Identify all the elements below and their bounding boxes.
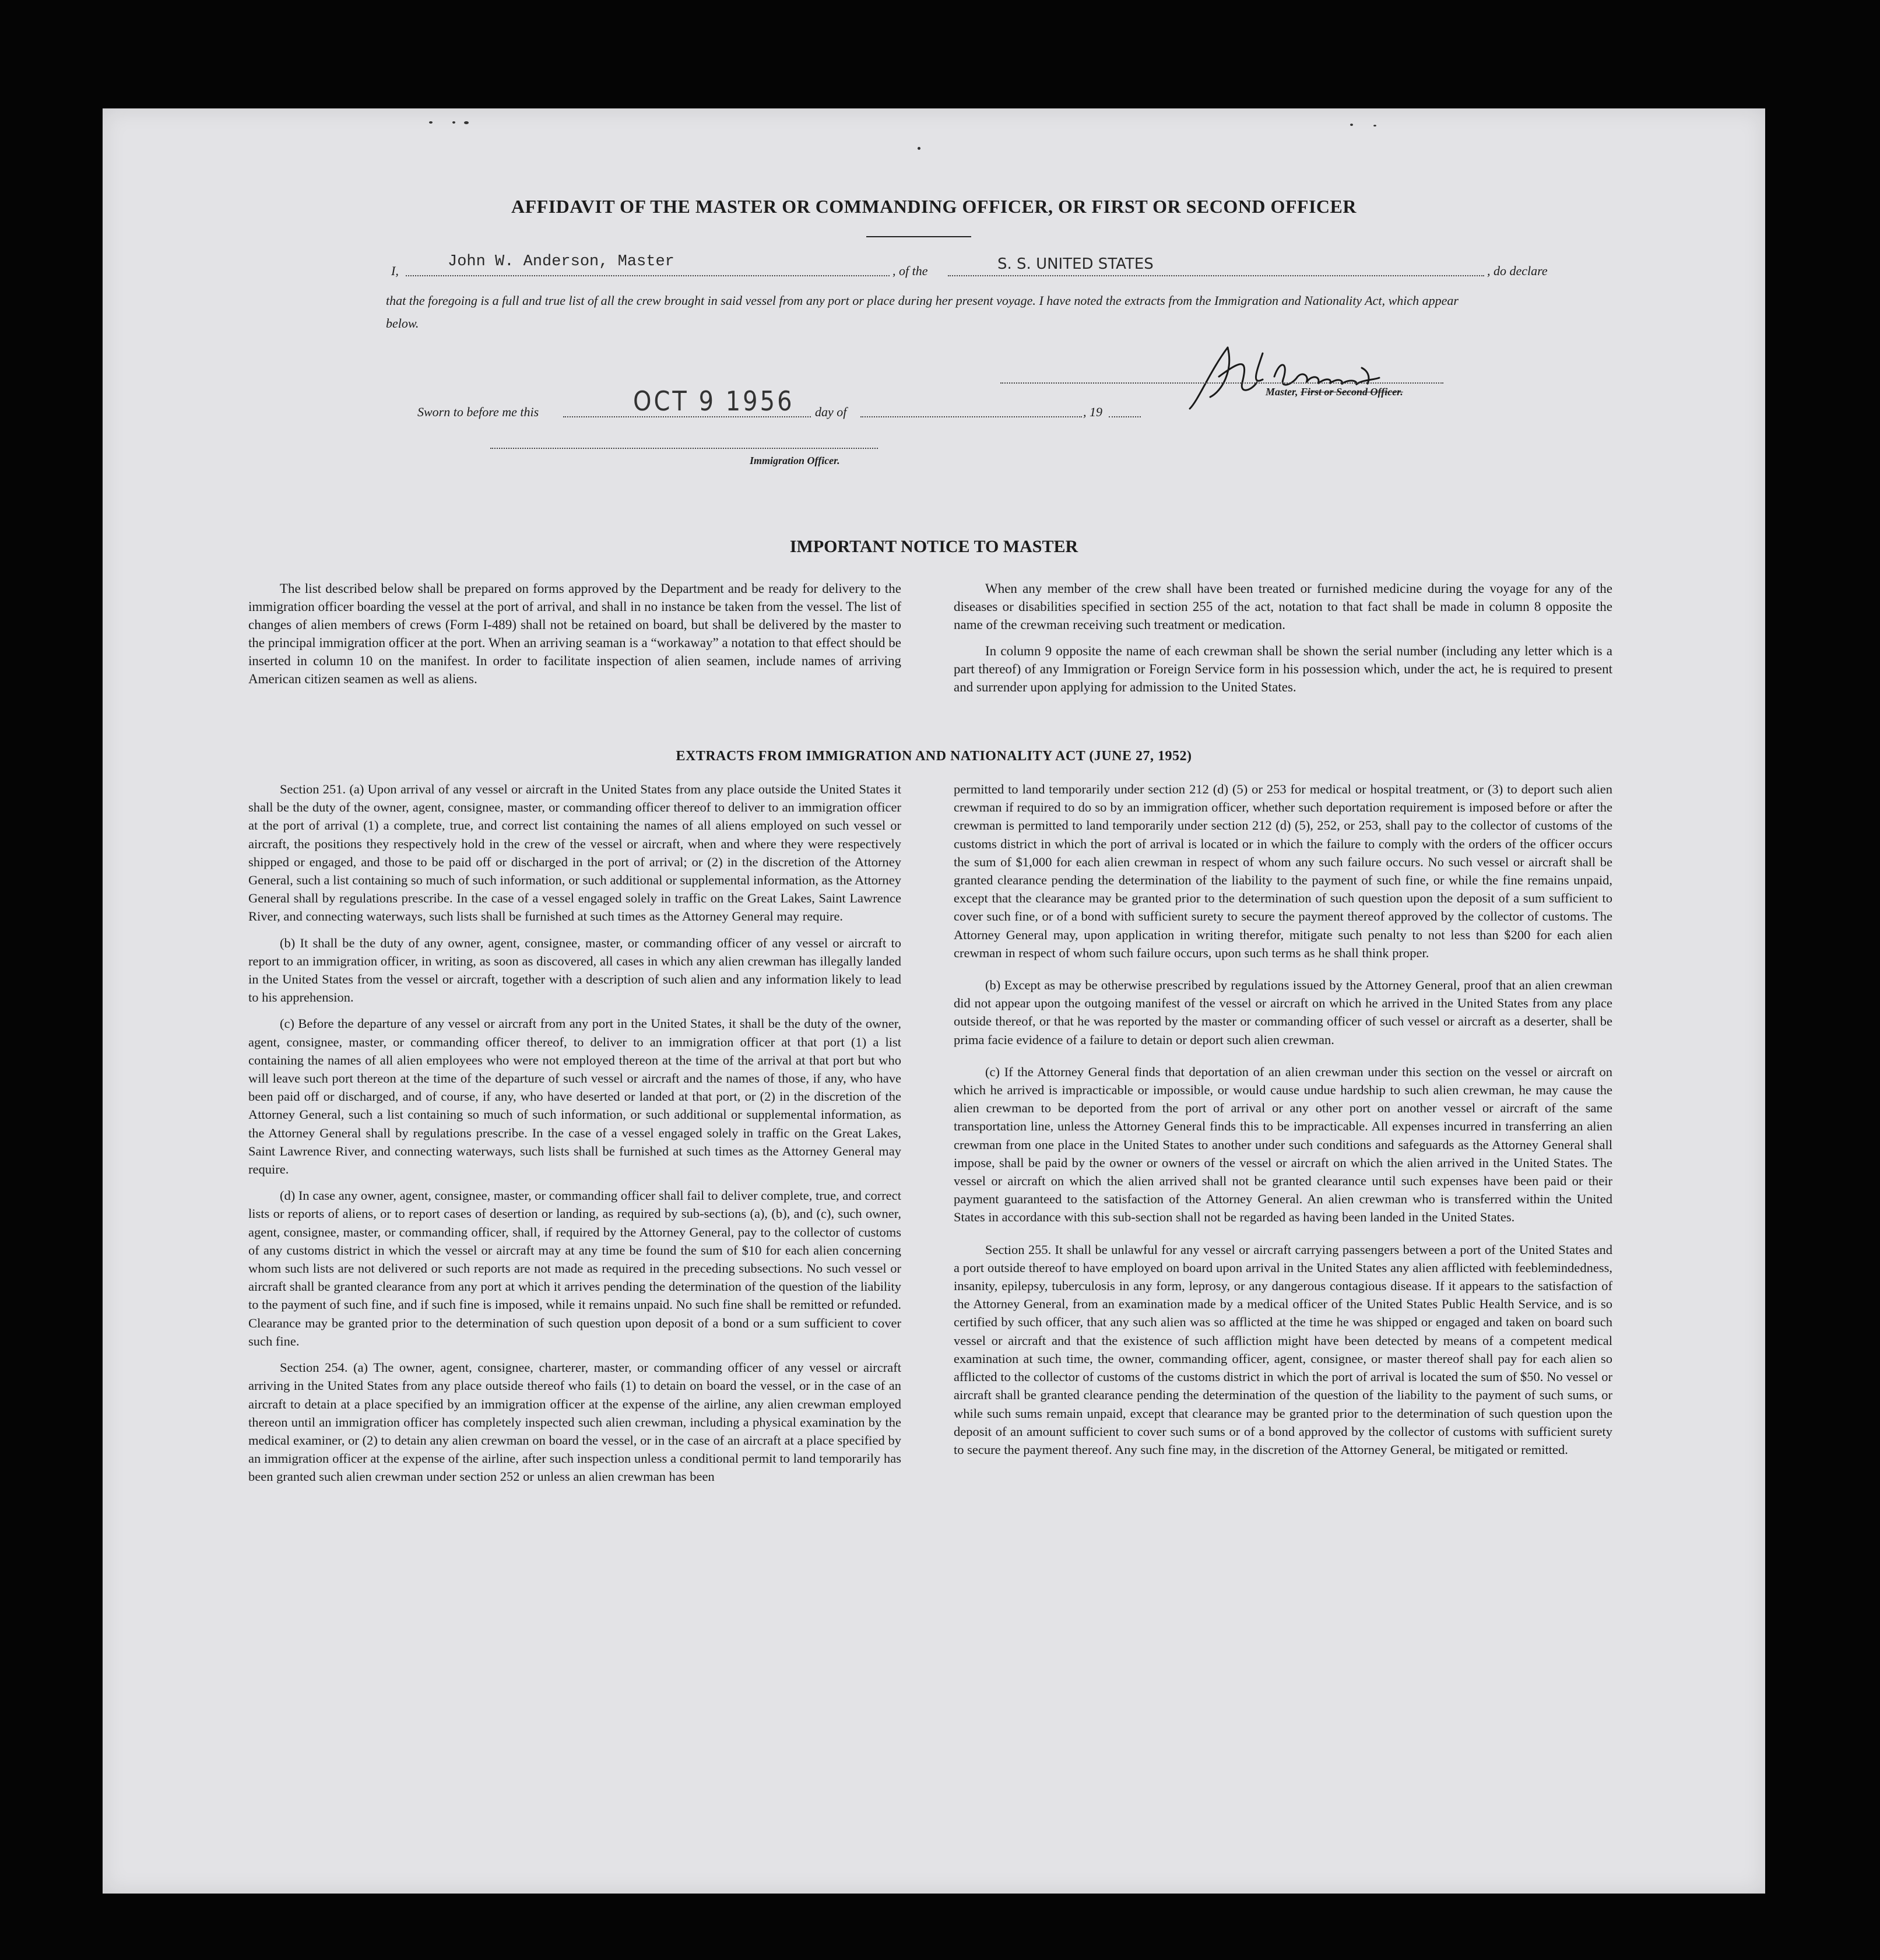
- master-name-field: John W. Anderson, Master: [448, 253, 674, 271]
- year-prefix: , 19: [1083, 405, 1102, 419]
- date-stamp: OCT 9 1956: [633, 386, 795, 417]
- notice-left-paragraph: The list described below shall be prepared on forms approved by the Department and be ready for delivery to the immigration officer boarding the vessel at the port of arrival, and shall in no instance be taken from the vessel. The list of changes of alien members of crews (Form I-489) shall not be retained on board, but shall be delivered by the master to the principal immigration officer at the port. When an arriving seaman is a “workaway” a notation to that effect should be inserted in column 10 on the manifest. In order to facilitate inspection of alien seamen, include names of arriving American citizen seamen as well as aliens.: [248, 581, 901, 686]
- year-line: [1109, 416, 1141, 417]
- extract-paragraph: Section 254. (a) The owner, agent, consignee, charterer, master, or commanding officer of any vessel or aircraft arriving in the United States from any place outside thereof who fails (1) to detain on board the vessel, or in the case of an aircraft to detain at a place specified by an immigration officer at the expense of the airline, any alien crewman employed thereon until an immigration officer has completely inspected such alien crewman, including a physical examination by the medical examiner, or (2) to detain any alien crewman on board the vessel, or in the case of an aircraft at a place specified by an immigration officer at the expense of the airline, after such inspection unless a conditional permit to land temporarily has been granted such alien crewman under section 252 or unless an alien crewman has been: [248, 1360, 901, 1484]
- do-declare-label: , do declare: [1487, 264, 1548, 278]
- month-line: [860, 416, 1082, 417]
- extracts-heading: EXTRACTS FROM IMMIGRATION AND NATIONALITY ACT (JUNE 27, 1952): [676, 749, 1192, 764]
- signature: [1187, 336, 1408, 412]
- signature-line: [1000, 382, 1443, 384]
- vessel-name-field: S. S. UNITED STATES: [997, 255, 1154, 273]
- notice-right-paragraph: When any member of the crew shall have been treated or furnished medicine during the voyage for any of the diseases or disabilities specified in section 255 of the act, notation to that fact shall be made in column 8 opposite the name of the crewman receiving such treatment or medication.: [954, 581, 1612, 632]
- extract-paragraph: Section 251. (a) Upon arrival of any vessel or aircraft in the United States from any place outside the United States it shall be the duty of the owner, agent, consignee, master, or commanding officer thereof to deliver to an immigration officer at the port of arrival (1) a complete, true, and correct list containing the names of all aliens employed on such vessel or aircraft, the positions they respectively hold in the crew of the vessel or aircraft, when and where they were respectively shipped or engaged, and those to be paid off or discharged in the port of arrival; or (2) in the discretion of the Attorney General, such a list containing so much of such information, or such additional or supplemental information, as the Attorney General shall by regulations prescribe. In the case of a vessel engaged solely in traffic on the Great Lakes, Saint Lawrence River, and connecting waterways, such lists shall be furnished at such times as the Attorney General may require.: [248, 782, 901, 924]
- speck: [464, 121, 469, 124]
- speck: [452, 121, 455, 124]
- notice-heading: IMPORTANT NOTICE TO MASTER: [789, 537, 1078, 556]
- extract-paragraph: (b) Except as may be otherwise prescribed by regulations issued by the Attorney General, proof that an alien crewman did not appear upon the outgoing manifest of the vessel or aircraft on which he arrived in the United States from any place outside thereof, or that he was reported by the master or commanding officer of such vessel or aircraft as a deserter, shall be prima facie evidence of a failure to detain or deport such alien crewman.: [954, 978, 1612, 1047]
- sworn-label: Sworn to before me this: [417, 405, 539, 419]
- of-the-label: , of the: [892, 264, 928, 278]
- title-underline: [866, 236, 971, 237]
- notice-right-column: [954, 579, 1612, 704]
- signature-caption-struck: First or Second Officer.: [1301, 386, 1403, 398]
- day-of-label: day of: [815, 405, 847, 419]
- immigration-officer-line: [490, 448, 878, 449]
- speck: [1373, 125, 1376, 127]
- extracts-left-column: [248, 780, 901, 1494]
- extracts-right-column: [954, 780, 1612, 1467]
- signature-caption-master: Master,: [1266, 386, 1298, 398]
- speck: [429, 121, 433, 124]
- extract-paragraph: (c) Before the departure of any vessel or aircraft from any port in the United States, it shall be the duty of the owner, agent, consignee, master, or commanding officer thereof, to deliver to an immigration officer at that port (1) a list containing the names of all alien employees who were not employed thereon at the time of the arrival at that port but who will leave such port thereon at the time of the departure of such vessel or aircraft and the names of those, if any, who have been paid off or discharged, and of course, if any, who have deserted or landed at that port, or (2) in the discretion of the Attorney General, such a list containing so much of such information, or such additional or supplemental information, as the Attorney General shall by regulations prescribe. In the case of a vessel engaged solely in traffic on the Great Lakes, Saint Lawrence River, and connecting waterways, such lists shall be furnished at such times as the Attorney General may require.: [248, 1016, 901, 1177]
- declaration-text: that the foregoing is a full and true list of all the crew brought in said vessel from any port or place during her present voyage. I have noted the extracts from the Immigration and Nationality Act, which appear below.: [386, 293, 1459, 331]
- signature-caption: [1266, 386, 1403, 398]
- extract-paragraph: (b) It shall be the duty of any owner, agent, consignee, master, or commanding officer of any vessel or aircraft to report to an immigration officer, in writing, as soon as discovered, all cases in which any alien crewman has illegally landed in the United States from the vessel or aircraft, together with a description of such alien and any information likely to lead to his apprehension.: [248, 935, 901, 1005]
- speck: [918, 147, 920, 150]
- extract-paragraph: (c) If the Attorney General finds that deportation of an alien crewman under this section on the vessel or aircraft on which he arrived is impracticable or impossible, or would cause undue hardship to such alien crewman, he may cause the alien crewman to be deported from the port of arrival or any other port on another vessel or aircraft of the same transportation line, unless the Attorney General finds this to be impracticable. All expenses incurred in transferring an alien crewman from one place in the United States to another under such conditions and safeguards as the Attorney General shall impose, shall be paid by the owner or owners of the vessel or aircraft on which the alien arrived in the United States. The vessel or aircraft on which the alien arrived shall not be granted clearance until such expenses have been paid or their payment guaranteed to the satisfaction of the Attorney General. An alien crewman who is transferred within the United States in accordance with this sub-section shall not be regarded as having been landed in the United States.: [954, 1064, 1612, 1225]
- master-name-line: [406, 275, 890, 276]
- notice-left-column: [248, 579, 901, 696]
- speck: [1350, 124, 1353, 126]
- extract-paragraph: (d) In case any owner, agent, consignee, master, or commanding officer shall fail to deliver complete, true, and correct lists or reports of aliens, or to report cases of desertion or landing, as required by sub-sections (a), (b), and (c), such owner, agent, consignee, master, or commanding officer, shall, if required by the Attorney General, pay to the collector of customs of any customs district in which the vessel or aircraft may at any time be found the sum of $10 for each alien concerning whom such lists are not delivered or such reports are not made as required in the preceding subsections. No such vessel or aircraft shall be granted clearance from any port at which it arrives pending the determination of the question of the liability to the payment of such fine, and if such fine is imposed, while it remains unpaid. No such fine shall be remitted or refunded. Clearance may be granted prior to the determination of such question upon deposit of a bond or a sum sufficient to cover such fine.: [248, 1188, 901, 1348]
- document-page: [103, 108, 1765, 1894]
- extract-paragraph: permitted to land temporarily under section 212 (d) (5) or 253 for medical or hospital treatment, or (3) to deport such alien crewman if required to do so by an immigration officer, whether such deportation requirement is imposed before or after the crewman is permitted to land temporarily under section 212 (d) (5), 252, or 253, shall pay to the collector of customs of the customs district in which the port of arrival is located or in which the failure to comply with the orders of the officer occurs the sum of $1,000 for each alien crewman in respect of whom any such failure occurs. No such vessel or aircraft shall be granted clearance pending the determination of the liability to the payment of such fine, or while the fine remains unpaid, except that the clearance may be granted prior to the determination of such question upon the deposit of a sum sufficient to cover such fine, or of a bond with sufficient surety to secure the payment thereof approved by the collector of customs. The Attorney General may, upon application in writing therefor, mitigate such penalty to not less than $200 for each alien crewman in respect of whom such failure occurs, upon such terms as he shall think proper.: [954, 782, 1612, 960]
- notice-right-paragraph: In column 9 opposite the name of each crewman shall be shown the serial number (including any letter which is a part thereof) of any Immigration or Foreign Service form in his possession which, under the act, he is required to present and surrender upon applying for admission to the United States.: [954, 644, 1612, 694]
- vessel-name-line: [948, 275, 1484, 276]
- immigration-officer-caption: Immigration Officer.: [750, 455, 840, 466]
- prefix-i: I,: [391, 264, 399, 278]
- extract-paragraph: Section 255. It shall be unlawful for any vessel or aircraft carrying passengers between a port of the United States and a port outside thereof to have employed on board upon arrival in the United States any alien afflicted with feeblemindedness, insanity, epilepsy, tuberculosis in any form, leprosy, or any dangerous contagious disease. If it appears to the satisfaction of the Attorney General, from an examination made by a medical officer of the United States Public Health Service, and is so certified by such officer, that any such alien was so afflicted at the time he was shipped or engaged and taken on board such vessel or aircraft and that the existence of such affliction might have been detected by means of a competent medical examination at such time, the owner, commanding officer, agent, consignee, or master thereof shall pay for each alien so afflicted to the collector of customs of the customs district in which the port of arrival is located the sum of $50. No vessel or aircraft shall be granted clearance pending the determination of the question of the liability to the payment of such sums, or while such sums remain unpaid, except that clearance may be granted prior to the determination of such question upon the deposit of an amount sufficient to cover such sums or of a bond approved by the collector of customs with sufficient surety to secure the payment thereof. Any such fine may, in the discretion of the Attorney General, be mitigated or remitted.: [954, 1242, 1612, 1457]
- affidavit-title: AFFIDAVIT OF THE MASTER OR COMMANDING OFFICER, OR FIRST OR SECOND OFFICER: [511, 196, 1357, 217]
